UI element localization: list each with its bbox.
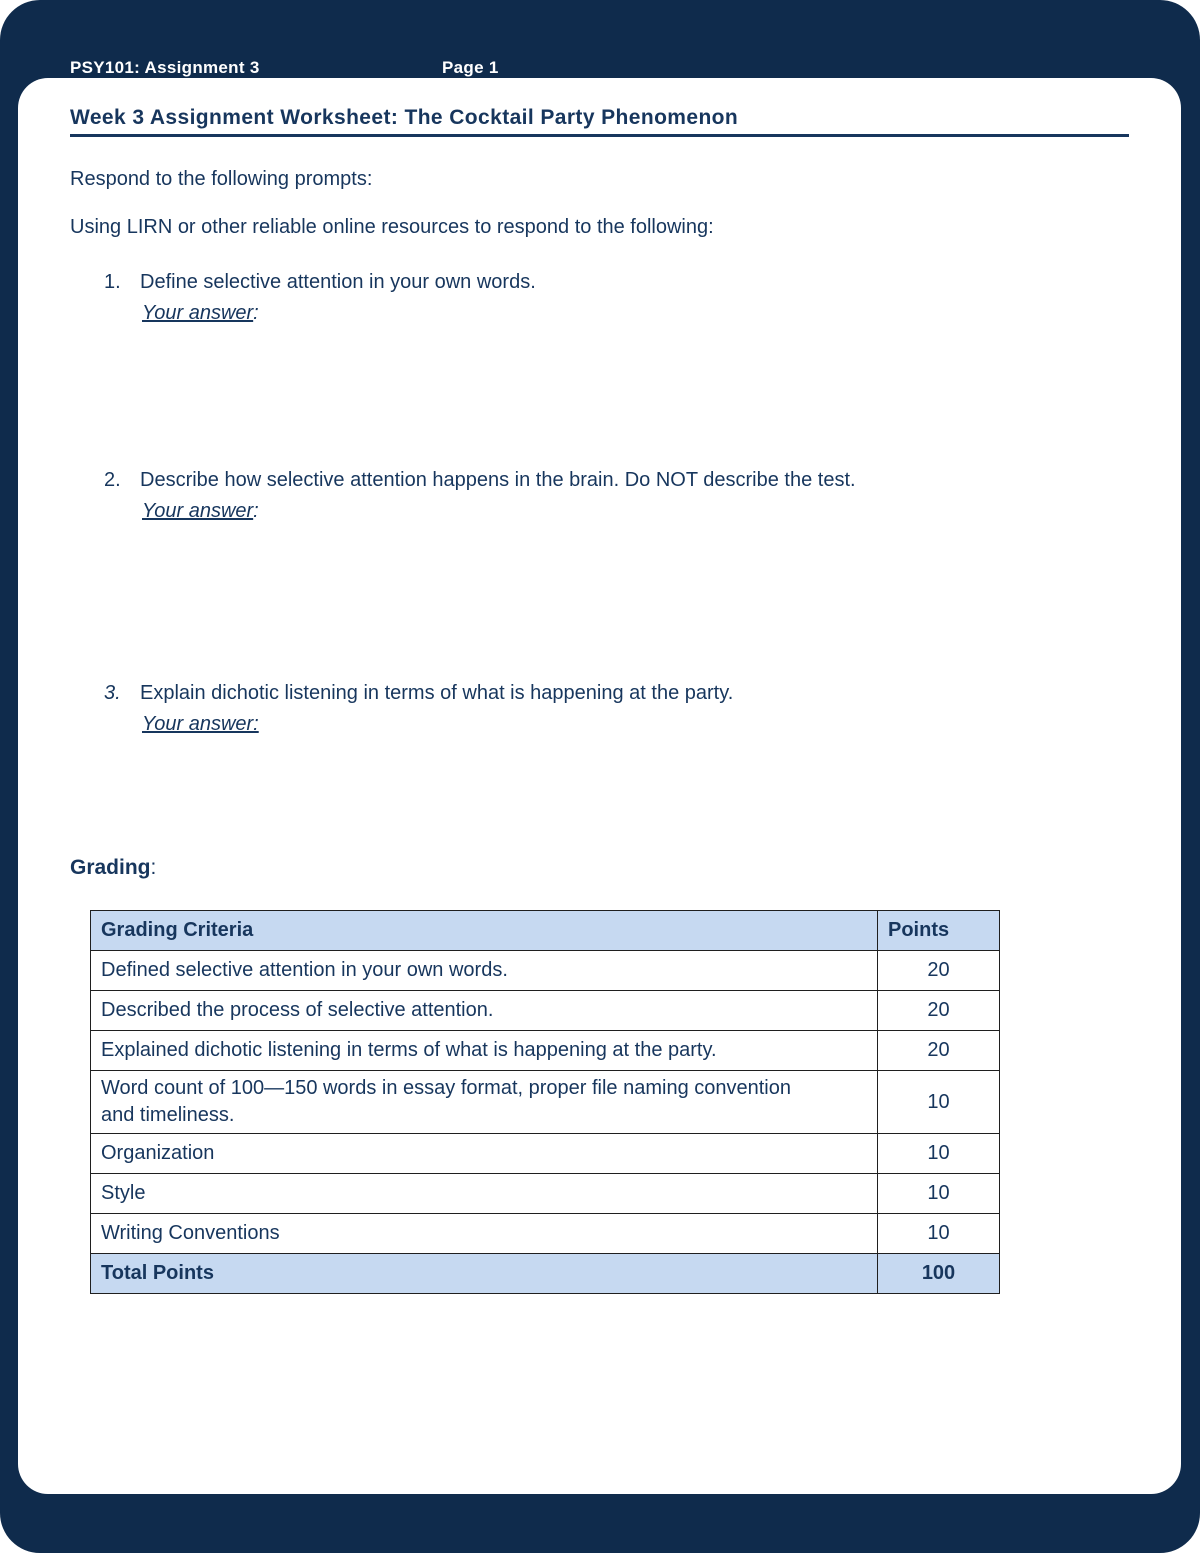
- worksheet-title: Week 3 Assignment Worksheet: The Cocktail Party Phenomenon: [70, 106, 1129, 137]
- grading-heading: [70, 856, 156, 880]
- points-cell: 10: [878, 1174, 1000, 1214]
- criteria-cell: Style: [91, 1174, 878, 1214]
- question-text: Define selective attention in your own words.: [140, 271, 536, 293]
- answer-label-2: [142, 500, 259, 523]
- question-text: Describe how selective attention happens in the brain. Do NOT describe the test.: [140, 469, 856, 491]
- table-row: [91, 1174, 1000, 1214]
- answer-label-1: [142, 302, 259, 325]
- points-cell: 20: [878, 951, 1000, 991]
- criteria-cell: Explained dichotic listening in terms of what is happening at the party.: [91, 1031, 878, 1071]
- question-2: [104, 469, 856, 492]
- criteria-cell: Described the process of selective attention.: [91, 991, 878, 1031]
- answer-suffix: :: [253, 302, 259, 324]
- criteria-cell: Word count of 100—150 words in essay format, proper file naming convention and timeliness.: [91, 1071, 878, 1134]
- table-row: [91, 1071, 1000, 1134]
- question-number: 3.: [104, 682, 121, 704]
- answer-label: Your answer: [142, 302, 254, 324]
- question-1: [104, 271, 536, 294]
- page-number: Page 1: [442, 58, 499, 77]
- grading-table: [90, 910, 1000, 1294]
- question-text: Explain dichotic listening in terms of what is happening at the party.: [140, 682, 734, 704]
- points-header: Points: [878, 911, 1000, 951]
- question-number: 1.: [104, 271, 121, 293]
- table-row: [91, 951, 1000, 991]
- points-cell: 20: [878, 991, 1000, 1031]
- criteria-cell: Organization: [91, 1134, 878, 1174]
- intro-text: Respond to the following prompts:: [70, 168, 373, 190]
- table-header-row: [91, 911, 1000, 951]
- criteria-cell: Writing Conventions: [91, 1214, 878, 1254]
- instruction-text: Using LIRN or other reliable online resources to respond to the following:: [70, 216, 714, 238]
- table-row: [91, 991, 1000, 1031]
- table-row: [91, 1214, 1000, 1254]
- points-cell: 10: [878, 1214, 1000, 1254]
- course-label: PSY101: Assignment 3: [70, 58, 260, 77]
- table-row: [91, 1031, 1000, 1071]
- grading-suffix: :: [150, 856, 157, 879]
- table-row: [91, 1134, 1000, 1174]
- answer-label-3: [142, 713, 259, 736]
- points-cell: 10: [878, 1071, 1000, 1134]
- criteria-cell: Defined selective attention in your own words.: [91, 951, 878, 991]
- question-3: [104, 682, 733, 705]
- question-number: 2.: [104, 469, 121, 491]
- answer-label: Your answer: [142, 500, 254, 522]
- points-cell: 20: [878, 1031, 1000, 1071]
- grading-label: Grading: [70, 856, 151, 879]
- total-points: 100: [878, 1254, 1000, 1294]
- total-row: [91, 1254, 1000, 1294]
- points-cell: 10: [878, 1134, 1000, 1174]
- answer-suffix: :: [253, 500, 259, 522]
- criteria-header: Grading Criteria: [91, 911, 878, 951]
- answer-label: Your answer:: [142, 713, 259, 735]
- total-label: Total Points: [91, 1254, 878, 1294]
